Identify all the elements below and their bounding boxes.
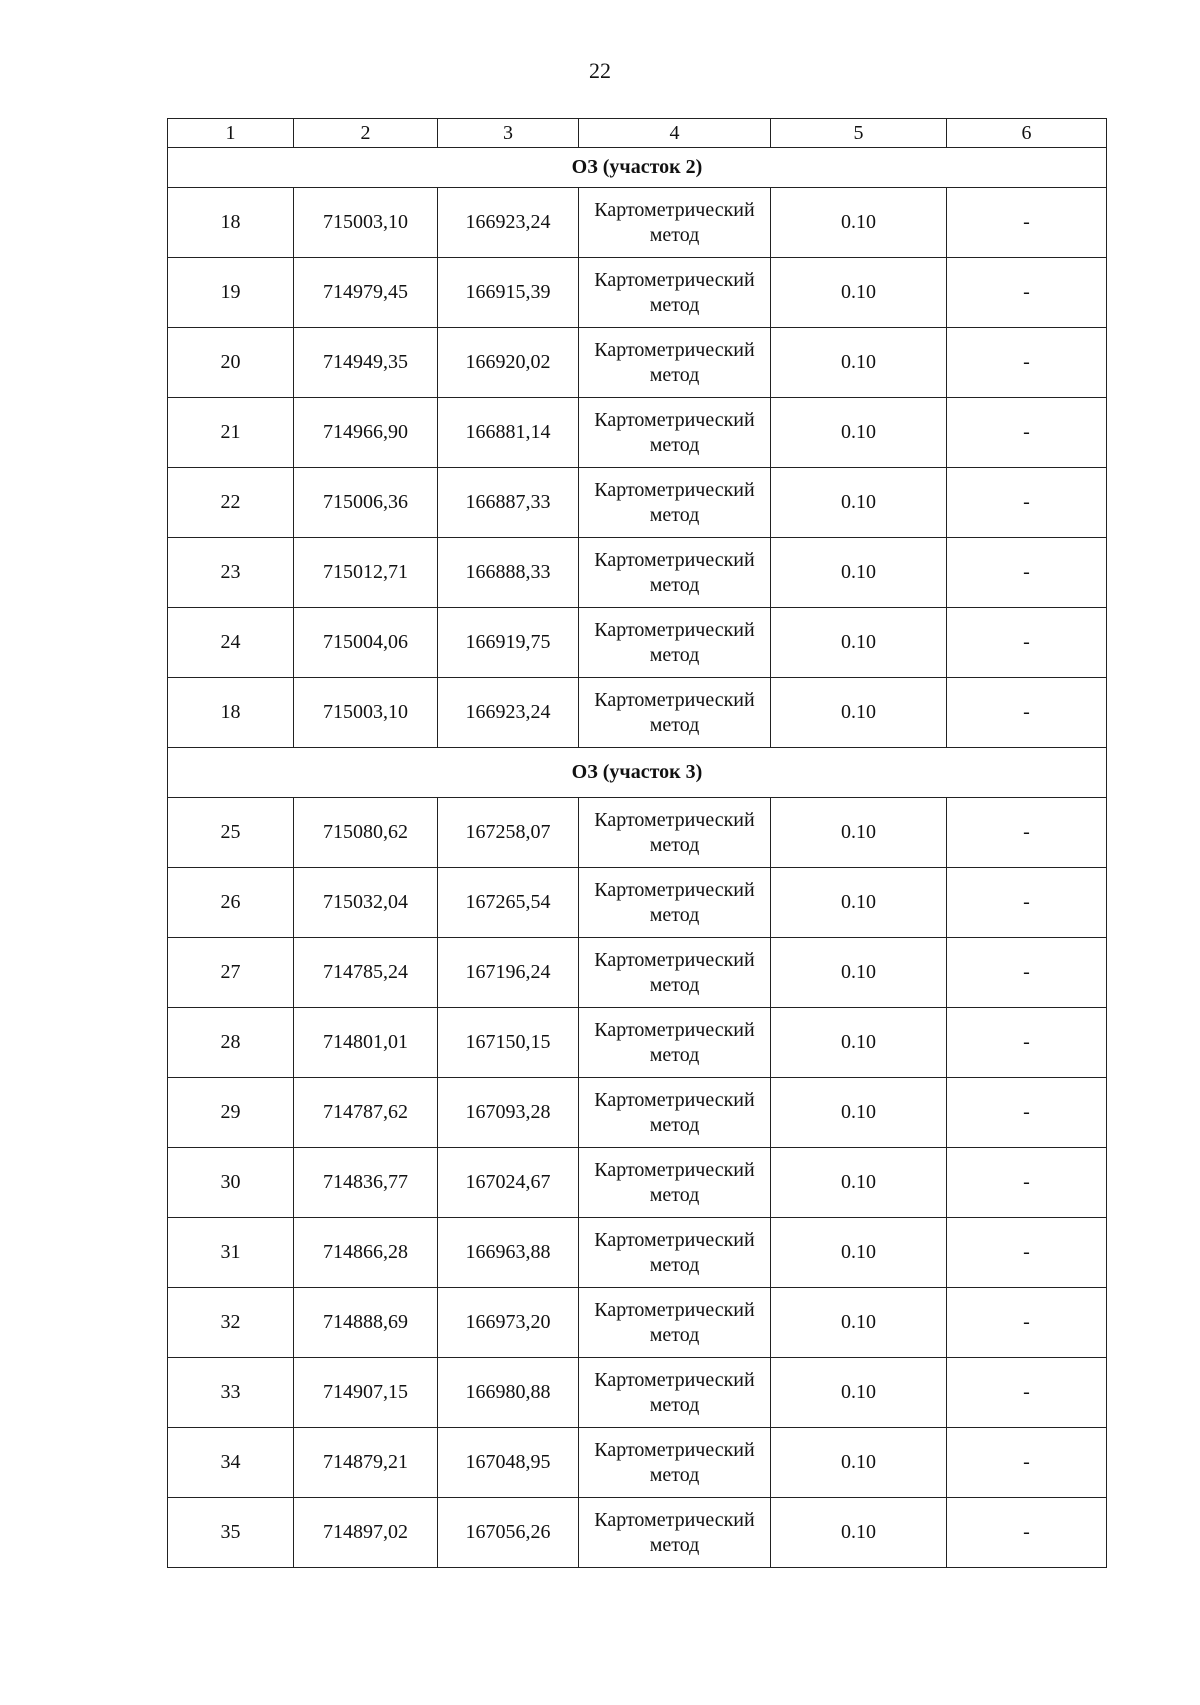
table-row <box>168 1008 1107 1078</box>
table-row <box>168 258 1107 328</box>
point-number-cell: 30 <box>168 1148 294 1218</box>
point-number-cell: 33 <box>168 1358 294 1428</box>
note-cell: - <box>947 328 1107 398</box>
note-cell: - <box>947 1078 1107 1148</box>
x-coordinate-cell: 714879,21 <box>294 1428 438 1498</box>
note-cell: - <box>947 258 1107 328</box>
x-coordinate-cell: 714966,90 <box>294 398 438 468</box>
method-cell: Картометрический метод <box>579 798 771 868</box>
x-coordinate-cell: 715004,06 <box>294 608 438 678</box>
point-number-cell: 34 <box>168 1428 294 1498</box>
column-header: 5 <box>771 119 947 148</box>
point-number-cell: 20 <box>168 328 294 398</box>
method-cell: Картометрический метод <box>579 1288 771 1358</box>
y-coordinate-cell: 166919,75 <box>438 608 579 678</box>
section-title: ОЗ (участок 3) <box>168 748 1107 798</box>
table-row <box>168 938 1107 1008</box>
x-coordinate-cell: 714979,45 <box>294 258 438 328</box>
x-coordinate-cell: 714785,24 <box>294 938 438 1008</box>
method-cell: Картометрический метод <box>579 188 771 258</box>
accuracy-cell: 0.10 <box>771 1498 947 1568</box>
x-coordinate-cell: 715080,62 <box>294 798 438 868</box>
note-cell: - <box>947 468 1107 538</box>
point-number-cell: 35 <box>168 1498 294 1568</box>
table-row <box>168 678 1107 748</box>
note-cell: - <box>947 1148 1107 1218</box>
y-coordinate-cell: 167024,67 <box>438 1148 579 1218</box>
point-number-cell: 21 <box>168 398 294 468</box>
note-cell: - <box>947 1428 1107 1498</box>
point-number-cell: 19 <box>168 258 294 328</box>
note-cell: - <box>947 1288 1107 1358</box>
x-coordinate-cell: 715003,10 <box>294 188 438 258</box>
note-cell: - <box>947 1008 1107 1078</box>
point-number-cell: 18 <box>168 188 294 258</box>
note-cell: - <box>947 1358 1107 1428</box>
x-coordinate-cell: 714836,77 <box>294 1148 438 1218</box>
table-row <box>168 798 1107 868</box>
y-coordinate-cell: 166973,20 <box>438 1288 579 1358</box>
x-coordinate-cell: 714897,02 <box>294 1498 438 1568</box>
method-cell: Картометрический метод <box>579 868 771 938</box>
y-coordinate-cell: 166915,39 <box>438 258 579 328</box>
note-cell: - <box>947 538 1107 608</box>
accuracy-cell: 0.10 <box>771 258 947 328</box>
method-cell: Картометрический метод <box>579 1078 771 1148</box>
section-row <box>168 748 1107 798</box>
point-number-cell: 31 <box>168 1218 294 1288</box>
accuracy-cell: 0.10 <box>771 938 947 1008</box>
table-row <box>168 1148 1107 1218</box>
accuracy-cell: 0.10 <box>771 1148 947 1218</box>
x-coordinate-cell: 714949,35 <box>294 328 438 398</box>
y-coordinate-cell: 166887,33 <box>438 468 579 538</box>
point-number-cell: 25 <box>168 798 294 868</box>
x-coordinate-cell: 714787,62 <box>294 1078 438 1148</box>
note-cell: - <box>947 398 1107 468</box>
method-cell: Картометрический метод <box>579 1218 771 1288</box>
point-number-cell: 32 <box>168 1288 294 1358</box>
method-cell: Картометрический метод <box>579 1498 771 1568</box>
note-cell: - <box>947 868 1107 938</box>
column-header: 4 <box>579 119 771 148</box>
accuracy-cell: 0.10 <box>771 1288 947 1358</box>
column-header: 2 <box>294 119 438 148</box>
table-row <box>168 1288 1107 1358</box>
table-row <box>168 1358 1107 1428</box>
table-row <box>168 1428 1107 1498</box>
point-number-cell: 22 <box>168 468 294 538</box>
point-number-cell: 18 <box>168 678 294 748</box>
x-coordinate-cell: 714866,28 <box>294 1218 438 1288</box>
accuracy-cell: 0.10 <box>771 1218 947 1288</box>
section-title: ОЗ (участок 2) <box>168 148 1107 188</box>
point-number-cell: 27 <box>168 938 294 1008</box>
x-coordinate-cell: 714888,69 <box>294 1288 438 1358</box>
accuracy-cell: 0.10 <box>771 798 947 868</box>
accuracy-cell: 0.10 <box>771 538 947 608</box>
accuracy-cell: 0.10 <box>771 468 947 538</box>
table-body <box>168 119 1107 1568</box>
table-row <box>168 328 1107 398</box>
x-coordinate-cell: 715006,36 <box>294 468 438 538</box>
point-number-cell: 29 <box>168 1078 294 1148</box>
accuracy-cell: 0.10 <box>771 1428 947 1498</box>
column-header-row <box>168 119 1107 148</box>
column-header: 6 <box>947 119 1107 148</box>
accuracy-cell: 0.10 <box>771 1078 947 1148</box>
y-coordinate-cell: 166881,14 <box>438 398 579 468</box>
accuracy-cell: 0.10 <box>771 1008 947 1078</box>
table-row <box>168 188 1107 258</box>
accuracy-cell: 0.10 <box>771 328 947 398</box>
page-number: 22 <box>589 58 611 83</box>
method-cell: Картометрический метод <box>579 1428 771 1498</box>
y-coordinate-cell: 166980,88 <box>438 1358 579 1428</box>
x-coordinate-cell: 715012,71 <box>294 538 438 608</box>
y-coordinate-cell: 166963,88 <box>438 1218 579 1288</box>
method-cell: Картометрический метод <box>579 328 771 398</box>
accuracy-cell: 0.10 <box>771 188 947 258</box>
method-cell: Картометрический метод <box>579 538 771 608</box>
point-number-cell: 26 <box>168 868 294 938</box>
table-row <box>168 1218 1107 1288</box>
accuracy-cell: 0.10 <box>771 398 947 468</box>
note-cell: - <box>947 1498 1107 1568</box>
table-row <box>168 608 1107 678</box>
y-coordinate-cell: 167196,24 <box>438 938 579 1008</box>
note-cell: - <box>947 678 1107 748</box>
method-cell: Картометрический метод <box>579 678 771 748</box>
method-cell: Картометрический метод <box>579 1148 771 1218</box>
y-coordinate-cell: 166888,33 <box>438 538 579 608</box>
x-coordinate-cell: 715032,04 <box>294 868 438 938</box>
table-row <box>168 538 1107 608</box>
y-coordinate-cell: 167265,54 <box>438 868 579 938</box>
method-cell: Картометрический метод <box>579 1008 771 1078</box>
method-cell: Картометрический метод <box>579 468 771 538</box>
method-cell: Картометрический метод <box>579 398 771 468</box>
table-row <box>168 868 1107 938</box>
point-number-cell: 28 <box>168 1008 294 1078</box>
table-row <box>168 1078 1107 1148</box>
note-cell: - <box>947 798 1107 868</box>
accuracy-cell: 0.10 <box>771 678 947 748</box>
accuracy-cell: 0.10 <box>771 1358 947 1428</box>
x-coordinate-cell: 714801,01 <box>294 1008 438 1078</box>
section-row <box>168 148 1107 188</box>
x-coordinate-cell: 714907,15 <box>294 1358 438 1428</box>
table-row <box>168 468 1107 538</box>
table-row <box>168 1498 1107 1568</box>
note-cell: - <box>947 938 1107 1008</box>
accuracy-cell: 0.10 <box>771 608 947 678</box>
method-cell: Картометрический метод <box>579 608 771 678</box>
point-number-cell: 24 <box>168 608 294 678</box>
y-coordinate-cell: 166920,02 <box>438 328 579 398</box>
method-cell: Картометрический метод <box>579 1358 771 1428</box>
y-coordinate-cell: 166923,24 <box>438 188 579 258</box>
method-cell: Картометрический метод <box>579 938 771 1008</box>
column-header: 1 <box>168 119 294 148</box>
note-cell: - <box>947 608 1107 678</box>
y-coordinate-cell: 167048,95 <box>438 1428 579 1498</box>
y-coordinate-cell: 167258,07 <box>438 798 579 868</box>
note-cell: - <box>947 188 1107 258</box>
y-coordinate-cell: 166923,24 <box>438 678 579 748</box>
point-number-cell: 23 <box>168 538 294 608</box>
column-header: 3 <box>438 119 579 148</box>
y-coordinate-cell: 167093,28 <box>438 1078 579 1148</box>
y-coordinate-cell: 167056,26 <box>438 1498 579 1568</box>
table-row <box>168 398 1107 468</box>
y-coordinate-cell: 167150,15 <box>438 1008 579 1078</box>
accuracy-cell: 0.10 <box>771 868 947 938</box>
note-cell: - <box>947 1218 1107 1288</box>
x-coordinate-cell: 715003,10 <box>294 678 438 748</box>
coordinates-table <box>167 118 1107 1568</box>
method-cell: Картометрический метод <box>579 258 771 328</box>
